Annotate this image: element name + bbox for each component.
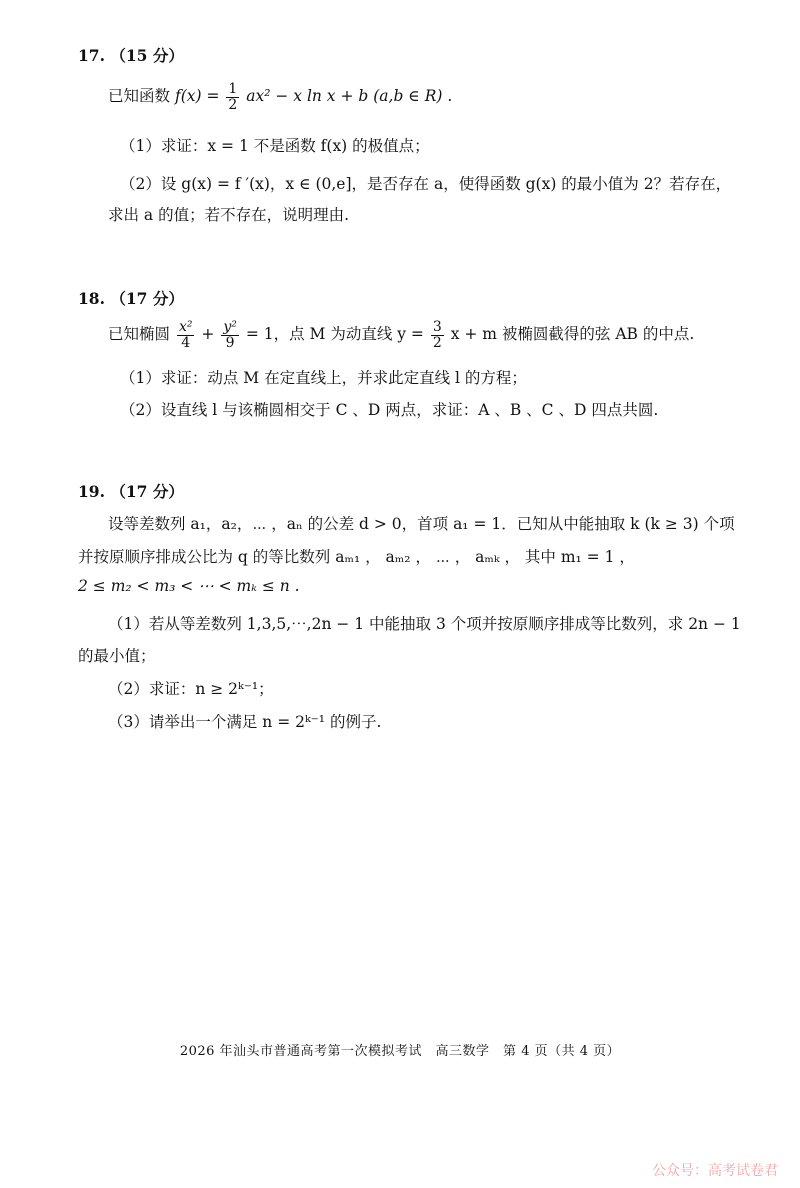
q18-stem-pre: 已知椭圆: [108, 325, 171, 344]
q17-part1: （1）求证：x = 1 不是函数 f(x) 的极值点；: [120, 137, 430, 155]
watermark-text: 公众号：高考试卷君: [652, 1163, 778, 1179]
q17-frac-den: 2: [228, 96, 238, 113]
q18-number: 18.: [78, 289, 105, 308]
q17-half-fraction: [226, 82, 239, 112]
q18-f1-den: 4: [181, 334, 191, 351]
q18-f3-den: 2: [432, 334, 442, 351]
q17-number: 17.: [78, 46, 105, 65]
q19-line2: 并按原顺序排成公比为 q 的等比数列 aₘ₁ ， aₘ₂ ， ⋯ ， aₘₖ ， 其中 m₁ = 1 ，: [78, 548, 635, 566]
q17-stem-pre: 已知函数: [108, 87, 171, 106]
q19-part1: （1）若从等差数列 1,3,5,⋯,2n − 1 中能抽取 3 个项并按原顺序排成等比数列，求 2n − 1: [108, 615, 741, 633]
q17-frac-num: 1: [228, 81, 238, 97]
q17-part2: （2）设 g(x) = f ′(x)，x ∈ (0,e]，是否存在 a，使得函数 g(x) 的最小值为 2？若存在，: [120, 175, 732, 193]
q19-score: （17 分）: [110, 482, 184, 501]
q18-part1: （1）求证：动点 M 在定直线上，并求此定直线 l 的方程；: [120, 369, 527, 387]
q19-part1-cont: 的最小值；: [78, 647, 156, 665]
q18-header: [78, 287, 800, 309]
q18-frac-y: [221, 320, 239, 350]
q19-header: [78, 480, 800, 502]
q18-f2-num: y²: [223, 319, 237, 335]
q19-part2: （2）求证：n ≥ 2ᵏ⁻¹；: [108, 680, 274, 698]
q18-part2: （2）设直线 l 与该椭圆相交于 C 、D 两点，求证：A 、B 、C 、D 四点共圆.: [120, 401, 659, 419]
q18-mid: = 1，点 M 为动直线 y =: [245, 325, 424, 344]
q18-stem-rest: x + m 被椭圆截得的弦 AB 的中点.: [450, 325, 695, 344]
q18-f1-num: x²: [178, 319, 193, 335]
q18-frac-slope: [431, 320, 444, 350]
q18-plus: +: [201, 325, 215, 344]
q19-part3: （3）请举出一个满足 n = 2ᵏ⁻¹ 的例子.: [108, 713, 382, 731]
q18-stem: [108, 320, 800, 350]
q19-line3: 2 ≤ m₂ < m₃ < ⋯ < mₖ ≤ n .: [78, 577, 300, 595]
q17-stem: [108, 82, 800, 112]
q17-stem-func: f(x) =: [174, 87, 225, 106]
q17-part2-cont: 求出 a 的值；若不存在，说明理由.: [108, 206, 350, 224]
q18-f2-den: 9: [225, 334, 235, 351]
q18-frac-x: [177, 320, 195, 350]
q17-stem-rest: ax² − x ln x + b (a,b ∈ R) .: [246, 87, 453, 106]
page-footer: 2026 年汕头市普通高考第一次模拟考试 高三数学 第 4 页（共 4 页）: [179, 1044, 621, 1059]
q19-line1: 设等差数列 a₁，a₂，⋯ ，aₙ 的公差 d > 0，首项 a₁ = 1．已知从中能抽取 k (k ≥ 3) 个项: [108, 515, 735, 533]
q19-number: 19.: [78, 482, 105, 501]
q17-header: [78, 44, 800, 66]
q18-f3-num: 3: [432, 319, 442, 335]
q17-score: （15 分）: [110, 46, 184, 65]
q18-score: （17 分）: [110, 289, 184, 308]
